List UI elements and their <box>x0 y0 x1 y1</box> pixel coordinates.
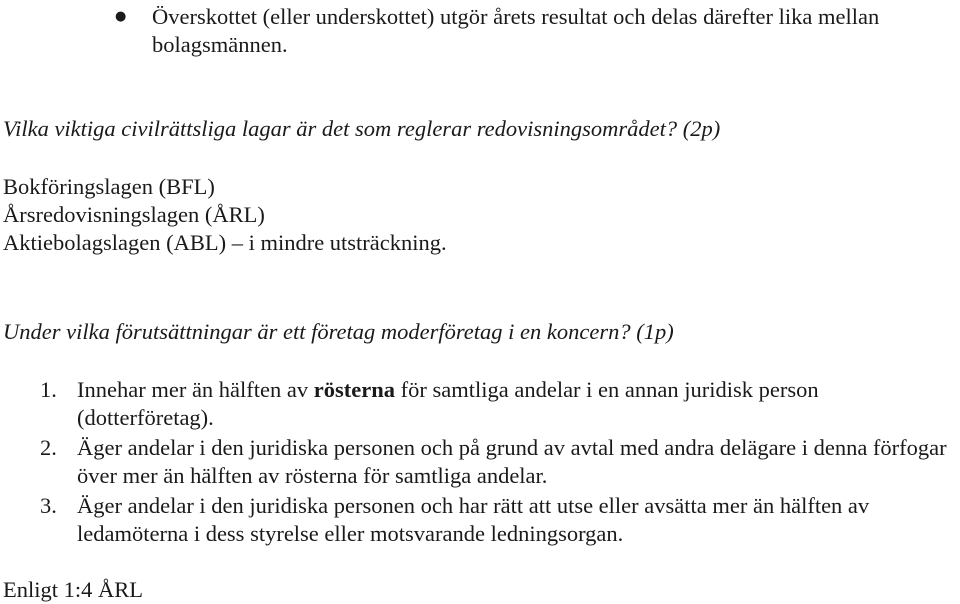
item-number: 2. <box>40 435 57 460</box>
item-text: Äger andelar i den juridiska personen och har rätt att utse eller avsätta mer än hälften av ledamöterna i dess styrelse eller motsvarande ledningsorgan. <box>77 493 870 546</box>
item-number: 1. <box>40 377 57 402</box>
item-text-emphasis: rösterna <box>313 377 395 402</box>
bullet-item-text: Överskottet (eller underskottet) utgör årets resultat och delas därefter lika mellan bolagsmännen. <box>152 4 880 57</box>
numbered-item <box>3 376 956 432</box>
item-text: Äger andelar i den juridiska personen och på grund av avtal med andra delägare i denna förfogar över mer än hälften av rösterna för samtliga andelar. <box>77 435 947 488</box>
numbered-item <box>3 492 956 548</box>
item-text <box>77 376 956 432</box>
question-moderforetag: Under vilka förutsättningar är ett företag moderföretag i en koncern? (1p) <box>3 319 674 344</box>
answer-line: Årsredovisningslagen (ÅRL) <box>3 202 265 227</box>
answer-line: Aktiebolagslagen (ABL) – i mindre utsträckning. <box>3 230 447 255</box>
bullet-icon: ● <box>115 9 127 24</box>
answer-line: Bokföringslagen (BFL) <box>3 174 215 199</box>
source-reference: Enligt 1:4 ÅRL <box>3 577 143 602</box>
item-number: 3. <box>40 493 57 518</box>
item-text-part: för samtliga andelar i en annan juridisk person (dotterföretag). <box>77 377 819 430</box>
bullet-item <box>0 3 956 59</box>
question-redovisningslagar: Vilka viktiga civilrättsliga lagar är det som reglerar redovisningsområdet? (2p) <box>3 116 721 141</box>
numbered-item <box>3 434 956 490</box>
item-text-part: Innehar mer än hälften av <box>77 377 314 402</box>
answer-lagar <box>3 173 956 257</box>
